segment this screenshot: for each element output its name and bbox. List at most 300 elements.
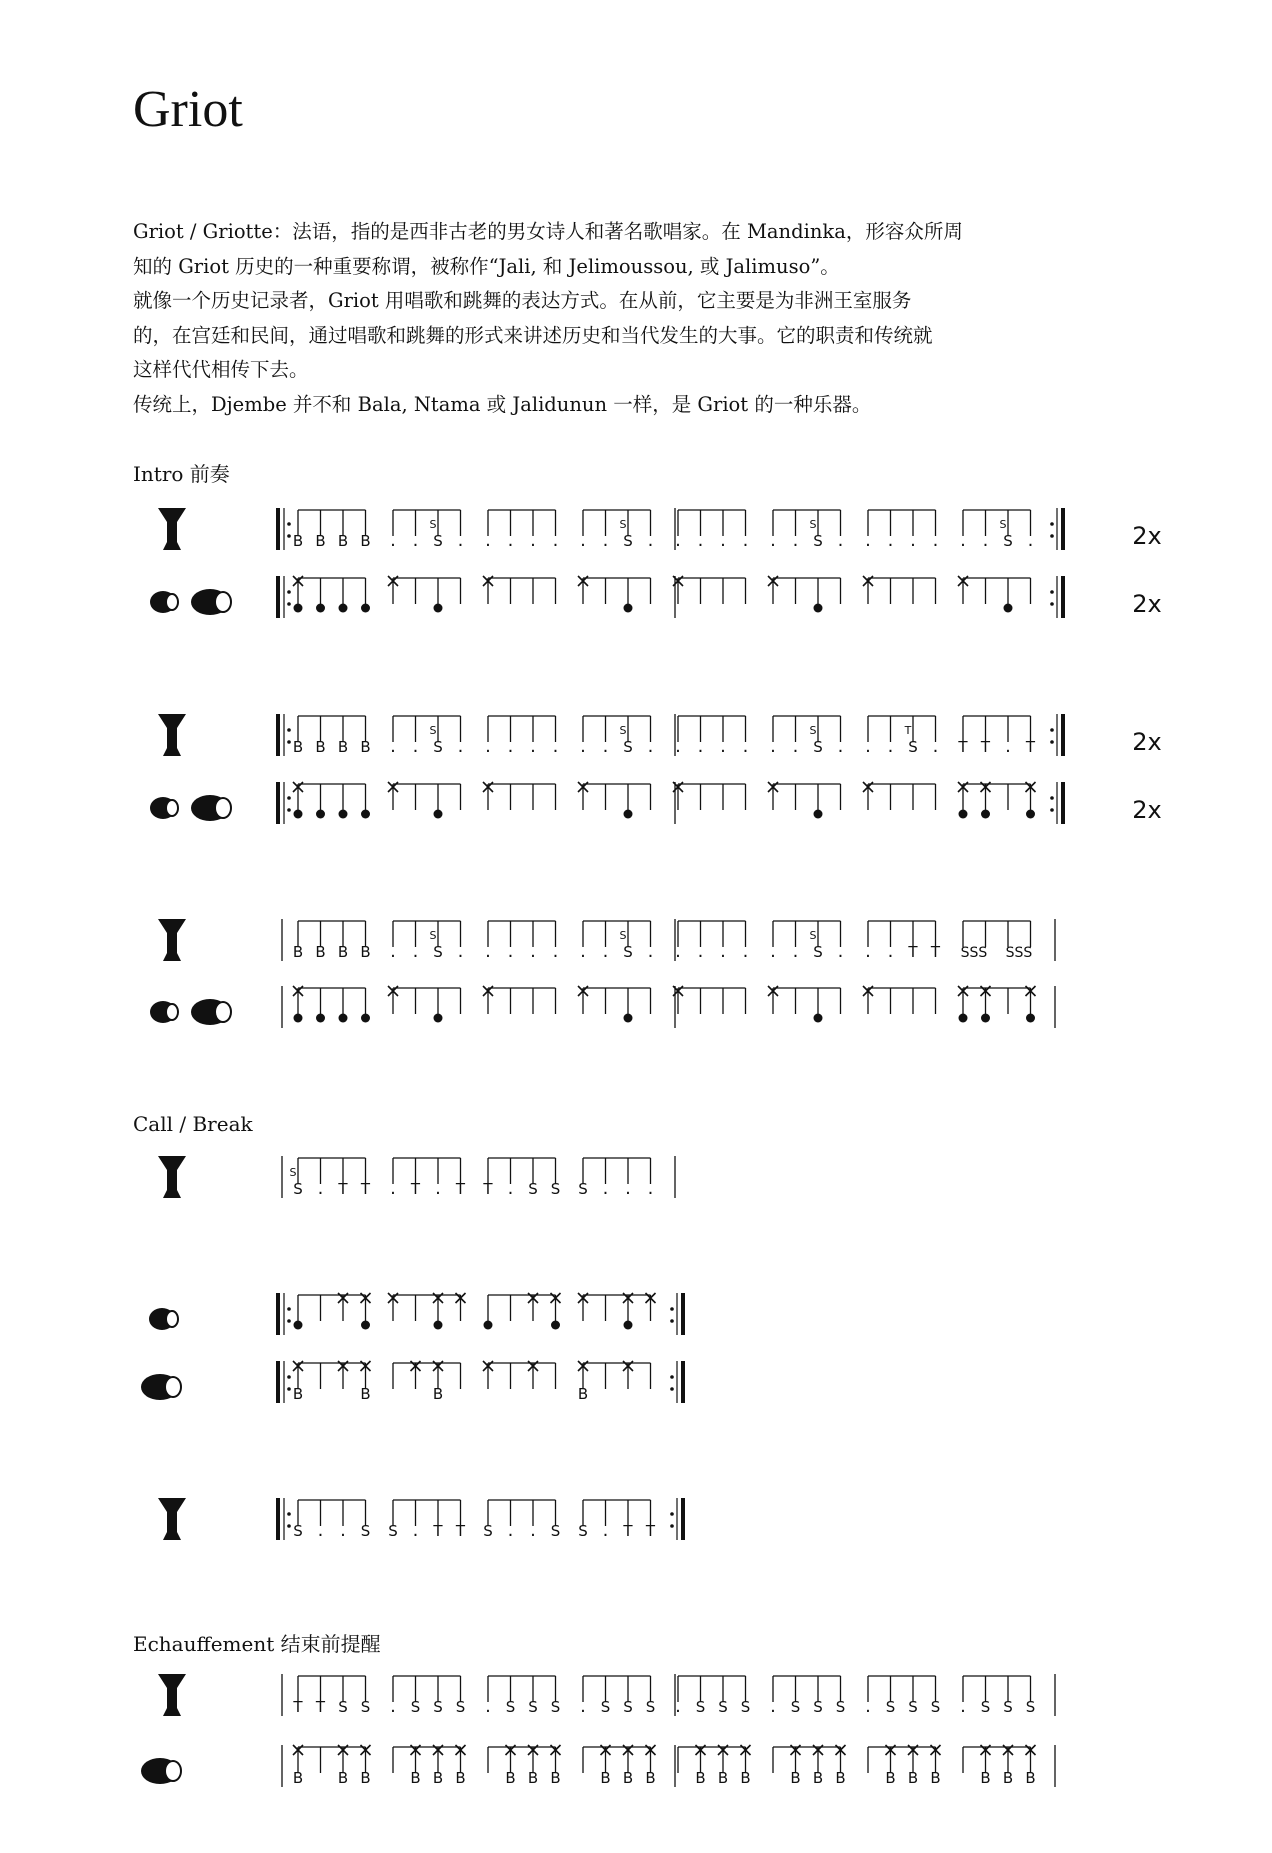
repeat-dot — [1050, 522, 1054, 526]
stroke-label: S — [433, 943, 443, 961]
rest-dot: . — [1005, 736, 1011, 757]
bell-dot — [959, 810, 968, 819]
stroke-label: B — [315, 943, 326, 961]
flam-grace: S — [809, 724, 817, 737]
rest-dot: . — [435, 1178, 441, 1199]
stroke-label: T — [338, 1180, 348, 1198]
stroke-label: B — [292, 943, 304, 961]
rest-dot: . — [1027, 530, 1034, 551]
rest-dot: . — [412, 736, 419, 757]
dunun-small-head — [166, 800, 178, 816]
rest-dot: . — [552, 941, 559, 962]
flam-grace: S — [619, 929, 627, 942]
stroke-label: S — [433, 532, 443, 550]
stroke-label: B — [505, 1769, 516, 1787]
rest-dot: . — [412, 530, 419, 551]
repeat-dot — [287, 1387, 291, 1391]
staff-row — [158, 714, 1162, 757]
rest-dot: . — [485, 1696, 491, 1717]
rest-dot: . — [887, 736, 894, 757]
rest-dot: . — [675, 941, 681, 962]
staff-row — [141, 1361, 683, 1403]
rest-dot: . — [742, 530, 749, 551]
stroke-label: S — [550, 1180, 561, 1198]
rest-dot: . — [507, 530, 514, 551]
dunun-head — [165, 1761, 181, 1781]
stroke-label: T — [908, 943, 918, 961]
stroke-label: S — [695, 1698, 706, 1716]
stroke-label: S — [1025, 1698, 1036, 1716]
rest-dot: . — [910, 530, 916, 551]
stroke-label: S — [813, 1698, 823, 1716]
flam-grace: S — [429, 518, 437, 531]
stroke-label: B — [360, 532, 371, 550]
stroke-label: B — [980, 1769, 991, 1787]
rest-dot: . — [865, 736, 871, 757]
stroke-label: S — [930, 1698, 941, 1716]
stroke-label: S — [600, 1698, 611, 1716]
flam-grace: T — [904, 724, 912, 737]
bell-dot — [959, 1014, 968, 1023]
stroke-label: T — [483, 1180, 493, 1198]
stroke-label: B — [550, 1769, 561, 1787]
staff-row — [158, 1498, 683, 1541]
bell-dot — [339, 1014, 348, 1023]
bell-dot — [434, 810, 443, 819]
rest-dot: . — [457, 736, 464, 757]
bell-dot — [551, 1321, 560, 1330]
staff-row — [158, 1674, 1055, 1717]
stroke-label: B — [432, 1769, 444, 1787]
bell-dot — [316, 1014, 325, 1023]
stroke-label: B — [835, 1769, 846, 1787]
repeat-count-label: 2x — [1132, 590, 1162, 618]
stroke-label: B — [930, 1769, 941, 1787]
repeat-dot — [1050, 728, 1054, 732]
stroke-label: B — [292, 532, 304, 550]
stroke-label: S — [433, 738, 443, 756]
rest-dot: . — [580, 736, 586, 757]
bell-dot — [361, 810, 370, 819]
rest-dot: . — [485, 736, 491, 757]
rest-dot: . — [390, 941, 396, 962]
stroke-label: S — [528, 1180, 538, 1198]
roll-label: SSS — [960, 945, 988, 961]
repeat-dot — [670, 1375, 674, 1379]
bell-dot — [294, 1014, 303, 1023]
bell-dot — [316, 604, 325, 613]
stroke-label: B — [337, 1769, 349, 1787]
stroke-label: S — [455, 1698, 466, 1716]
rest-dot: . — [602, 736, 609, 757]
stroke-label: S — [293, 1180, 303, 1198]
stroke-label: S — [813, 943, 823, 961]
stroke-label: S — [813, 532, 823, 550]
rest-dot: . — [457, 530, 464, 551]
repeat-dot — [287, 1307, 291, 1311]
stroke-label: B — [292, 1769, 304, 1787]
rest-dot: . — [932, 736, 939, 757]
stroke-label: B — [1002, 1769, 1014, 1787]
staff-row — [158, 508, 1162, 551]
stroke-label: S — [623, 532, 633, 550]
rest-dot: . — [317, 1520, 324, 1541]
repeat-dot — [670, 1307, 674, 1311]
staff-row — [150, 782, 1162, 824]
rest-dot: . — [530, 736, 536, 757]
staff-row — [158, 919, 1055, 962]
stroke-label: S — [835, 1698, 846, 1716]
rest-dot: . — [865, 530, 871, 551]
page-title: Griot — [133, 81, 243, 138]
bell-dot — [434, 1014, 443, 1023]
roll-label: SSS — [1005, 945, 1033, 961]
djembe-icon — [158, 714, 186, 756]
dunun-head — [166, 1311, 178, 1327]
rest-dot: . — [390, 736, 396, 757]
rest-dot: . — [720, 530, 726, 551]
stroke-label: B — [695, 1769, 706, 1787]
stroke-label: B — [790, 1769, 801, 1787]
stroke-label: S — [908, 1698, 918, 1716]
stroke-label: T — [980, 738, 991, 756]
repeat-dot — [1050, 796, 1054, 800]
stroke-label: B — [292, 1385, 304, 1403]
rest-dot: . — [697, 530, 704, 551]
bell-dot — [484, 1321, 493, 1330]
repeat-dot — [287, 1524, 291, 1528]
repeat-dot — [287, 1375, 291, 1379]
paragraph-line: Griot / Griotte：法语，指的是西非古老的男女诗人和著名歌唱家。在 Mandinka，形容众所周 — [133, 220, 963, 243]
stroke-label: S — [718, 1698, 728, 1716]
rest-dot: . — [412, 941, 419, 962]
repeat-dot — [287, 522, 291, 526]
rest-dot: . — [837, 530, 844, 551]
rest-dot: . — [697, 736, 704, 757]
rest-dot: . — [865, 941, 871, 962]
rest-dot: . — [960, 530, 966, 551]
repeat-dot — [1050, 590, 1054, 594]
bell-dot — [434, 1321, 443, 1330]
stroke-label: B — [337, 738, 349, 756]
stroke-label: B — [360, 1769, 371, 1787]
repeat-dot — [670, 1319, 674, 1323]
repeat-dot — [287, 1319, 291, 1323]
stroke-label: B — [527, 1769, 539, 1787]
stroke-label: S — [410, 1698, 421, 1716]
stroke-label: B — [885, 1769, 896, 1787]
stroke-label: S — [578, 1180, 588, 1198]
repeat-dot — [287, 796, 291, 800]
section-label-intro: Intro 前奏 — [133, 462, 230, 486]
repeat-dot — [287, 534, 291, 538]
rest-dot: . — [507, 1178, 514, 1199]
stroke-label: S — [980, 1698, 991, 1716]
staff-row — [158, 1156, 675, 1199]
rest-dot: . — [530, 530, 536, 551]
stroke-label: T — [645, 1522, 656, 1540]
rest-dot: . — [837, 941, 844, 962]
repeat-dot — [287, 1512, 291, 1516]
rest-dot: . — [602, 941, 609, 962]
stroke-label: T — [433, 1522, 443, 1540]
staff-row — [150, 576, 1162, 618]
bell-dot — [814, 1014, 823, 1023]
stroke-label: S — [790, 1698, 801, 1716]
stroke-label: B — [600, 1769, 611, 1787]
dunun-big-head — [215, 798, 231, 818]
dunun-small-head — [166, 1004, 178, 1020]
stroke-label: B — [812, 1769, 824, 1787]
rest-dot: . — [932, 530, 939, 551]
rest-dot: . — [792, 941, 799, 962]
paragraph-line: 知的 Griot 历史的一种重要称谓，被称作“Jali, 和 Jelimoussou, 或 Jalimuso”。 — [133, 254, 840, 278]
stroke-label: B — [432, 1385, 444, 1403]
stroke-label: B — [337, 943, 349, 961]
flam-grace: S — [429, 929, 437, 942]
rest-dot: . — [580, 530, 586, 551]
stroke-label: S — [550, 1522, 561, 1540]
repeat-dot — [1050, 740, 1054, 744]
rest-dot: . — [887, 941, 894, 962]
rest-dot: . — [390, 530, 396, 551]
bell-dot — [1026, 810, 1035, 819]
bell-dot — [1026, 1014, 1035, 1023]
rest-dot: . — [580, 1696, 586, 1717]
rest-dot: . — [647, 941, 654, 962]
rest-dot: . — [507, 736, 514, 757]
repeat-count-label: 2x — [1132, 522, 1162, 550]
bell-dot — [981, 810, 990, 819]
stroke-label: S — [908, 738, 918, 756]
rest-dot: . — [647, 736, 654, 757]
rest-dot: . — [675, 736, 681, 757]
section-label-echauffement: Echauffement 结束前提醒 — [133, 1632, 381, 1656]
bell-dot — [294, 604, 303, 613]
repeat-count-label: 2x — [1132, 796, 1162, 824]
stroke-label: B — [455, 1769, 466, 1787]
rest-dot: . — [837, 736, 844, 757]
repeat-dot — [287, 740, 291, 744]
bell-dot — [294, 810, 303, 819]
rest-dot: . — [675, 530, 681, 551]
stroke-label: S — [293, 1522, 303, 1540]
bell-dot — [814, 604, 823, 613]
repeat-dot — [1050, 808, 1054, 812]
stroke-label: S — [360, 1522, 371, 1540]
djembe-icon — [158, 1156, 186, 1198]
djembe-icon — [158, 1498, 186, 1540]
rest-dot: . — [507, 941, 514, 962]
stroke-label: S — [360, 1698, 371, 1716]
djembe-icon — [158, 1674, 186, 1716]
stroke-label: B — [315, 532, 326, 550]
rest-dot: . — [390, 1178, 396, 1199]
bell-dot — [339, 604, 348, 613]
paragraph-line: 这样代代相传下去。 — [133, 358, 309, 381]
paragraph-line: 的，在宫廷和民间，通过唱歌和跳舞的形式来讲述历史和当代发生的大事。它的职责和传统就 — [133, 323, 933, 347]
stroke-label: T — [293, 1698, 303, 1716]
rest-dot: . — [317, 1178, 324, 1199]
rest-dot: . — [720, 736, 726, 757]
stroke-label: B — [740, 1769, 751, 1787]
stroke-label: T — [455, 1522, 466, 1540]
flam-grace: S — [809, 929, 817, 942]
dunun-small-head — [166, 594, 178, 610]
bell-dot — [624, 1321, 633, 1330]
stroke-label: B — [410, 1769, 421, 1787]
rest-dot: . — [697, 941, 704, 962]
stroke-label: S — [388, 1522, 398, 1540]
rest-dot: . — [647, 1178, 654, 1199]
stroke-label: B — [717, 1769, 729, 1787]
stroke-label: B — [292, 738, 304, 756]
bell-dot — [339, 810, 348, 819]
repeat-dot — [670, 1524, 674, 1528]
stroke-label: B — [645, 1769, 656, 1787]
bell-dot — [361, 604, 370, 613]
djembe-icon — [158, 508, 186, 550]
stroke-label: S — [813, 738, 823, 756]
rest-dot: . — [720, 941, 726, 962]
rest-dot: . — [675, 1696, 681, 1717]
stroke-label: B — [622, 1769, 634, 1787]
bell-dot — [814, 810, 823, 819]
rest-dot: . — [647, 530, 654, 551]
bell-dot — [624, 1014, 633, 1023]
repeat-dot — [287, 808, 291, 812]
rest-dot: . — [742, 941, 749, 962]
repeat-dot — [287, 728, 291, 732]
stroke-label: S — [505, 1698, 516, 1716]
rest-dot: . — [390, 1696, 396, 1717]
repeat-count-label: 2x — [1132, 728, 1162, 756]
stroke-label: S — [483, 1522, 493, 1540]
paragraph-line: 就像一个历史记录者，Griot 用唱歌和跳舞的表达方式。在从前，它主要是为非洲王室服务 — [133, 289, 912, 312]
rest-dot: . — [602, 530, 609, 551]
rest-dot: . — [770, 941, 776, 962]
flam-grace: S — [999, 518, 1007, 531]
stroke-label: S — [578, 1522, 588, 1540]
paragraph-line: 传统上，Djembe 并不和 Bala, Ntama 或 Jalidunun 一样，是 Griot 的一种乐器。 — [133, 392, 872, 416]
section-label-call: Call / Break — [133, 1112, 253, 1136]
bell-dot — [624, 810, 633, 819]
stroke-label: S — [338, 1698, 348, 1716]
stroke-label: T — [958, 738, 968, 756]
rest-dot: . — [602, 1520, 609, 1541]
bell-dot — [981, 1014, 990, 1023]
bell-dot — [624, 604, 633, 613]
rest-dot: . — [770, 1696, 776, 1717]
rest-dot: . — [507, 1520, 514, 1541]
stroke-label: S — [645, 1698, 656, 1716]
repeat-dot — [670, 1387, 674, 1391]
stroke-label: B — [337, 532, 349, 550]
stroke-label: T — [455, 1180, 466, 1198]
stroke-label: B — [315, 738, 326, 756]
flam-grace: S — [619, 518, 627, 531]
rest-dot: . — [340, 1520, 346, 1541]
flam-grace: S — [619, 724, 627, 737]
staff-row — [141, 1745, 1055, 1787]
rest-dot: . — [960, 1696, 966, 1717]
rest-dot: . — [982, 530, 989, 551]
stroke-label: S — [623, 1698, 633, 1716]
stroke-label: S — [1003, 1698, 1013, 1716]
bell-dot — [294, 1321, 303, 1330]
stroke-label: T — [623, 1522, 633, 1540]
dunun-big-head — [215, 592, 231, 612]
flam-grace: S — [429, 724, 437, 737]
stroke-label: T — [410, 1180, 421, 1198]
stroke-label: B — [360, 943, 371, 961]
staff-row — [149, 1293, 683, 1335]
stroke-label: B — [360, 1385, 371, 1403]
stroke-label: T — [930, 943, 941, 961]
repeat-dot — [670, 1512, 674, 1516]
rest-dot: . — [770, 530, 776, 551]
rest-dot: . — [485, 530, 491, 551]
stroke-label: S — [740, 1698, 751, 1716]
stroke-label: S — [623, 738, 633, 756]
stroke-label: S — [623, 943, 633, 961]
stroke-label: B — [360, 738, 371, 756]
rest-dot: . — [742, 736, 749, 757]
repeat-dot — [1050, 534, 1054, 538]
stroke-label: T — [1025, 738, 1036, 756]
staff-row — [150, 986, 1055, 1028]
flam-grace: S — [809, 518, 817, 531]
stroke-label: S — [528, 1698, 538, 1716]
stroke-label: T — [360, 1180, 371, 1198]
rest-dot: . — [887, 530, 894, 551]
stroke-label: S — [433, 1698, 443, 1716]
stroke-label: B — [1025, 1769, 1036, 1787]
stroke-label: S — [1003, 532, 1013, 550]
bell-dot — [1004, 604, 1013, 613]
bell-dot — [361, 1321, 370, 1330]
rest-dot: . — [602, 1178, 609, 1199]
rest-dot: . — [625, 1178, 631, 1199]
rest-dot: . — [530, 941, 536, 962]
dunun-big-head — [215, 1002, 231, 1022]
repeat-dot — [287, 602, 291, 606]
rest-dot: . — [865, 1696, 871, 1717]
rest-dot: . — [485, 941, 491, 962]
djembe-icon — [158, 919, 186, 961]
rest-dot: . — [457, 941, 464, 962]
bell-dot — [434, 604, 443, 613]
rest-dot: . — [530, 1520, 536, 1541]
stroke-label: B — [907, 1769, 919, 1787]
stroke-label: B — [577, 1385, 589, 1403]
rest-dot: . — [580, 941, 586, 962]
rest-dot: . — [412, 1520, 419, 1541]
bell-dot — [316, 810, 325, 819]
rest-dot: . — [792, 736, 799, 757]
stroke-label: S — [885, 1698, 896, 1716]
rest-dot: . — [552, 530, 559, 551]
bell-dot — [361, 1014, 370, 1023]
repeat-dot — [287, 590, 291, 594]
rest-dot: . — [770, 736, 776, 757]
repeat-dot — [1050, 602, 1054, 606]
flam-grace: S — [289, 1166, 297, 1179]
rest-dot: . — [552, 736, 559, 757]
stroke-label: S — [550, 1698, 561, 1716]
rest-dot: . — [792, 530, 799, 551]
dunun-head — [165, 1377, 181, 1397]
